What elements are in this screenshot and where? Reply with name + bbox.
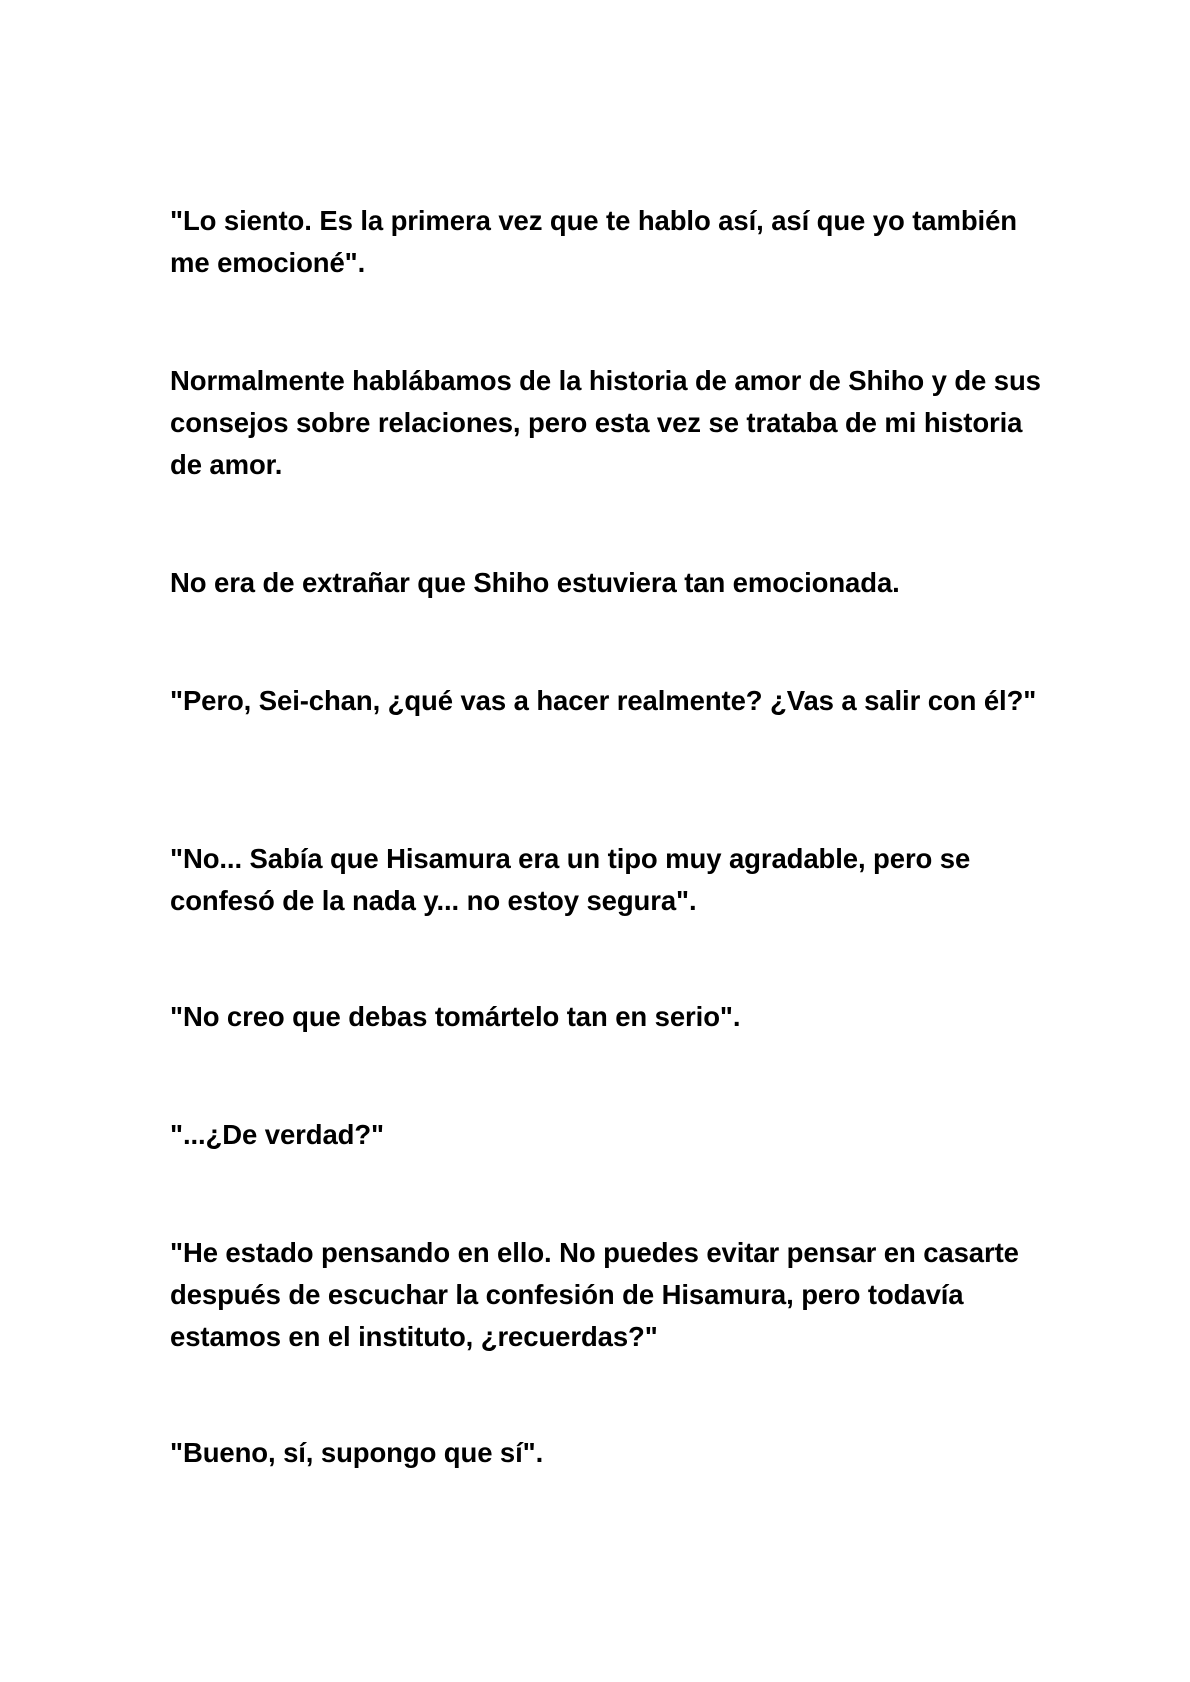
paragraph-6: "No creo que debas tomártelo tan en serio". (170, 1001, 741, 1032)
paragraph-5: "No... Sabía que Hisamura era un tipo muy agradable, pero se confesó de la nada y... no estoy segura". (170, 843, 971, 916)
paragraph-1: "Lo siento. Es la primera vez que te hablo así, así que yo también me emocioné". (170, 205, 1017, 278)
paragraph-7: "...¿De verdad?" (170, 1119, 384, 1150)
paragraph-8: "He estado pensando en ello. No puedes evitar pensar en casarte después de escuchar la confesión de Hisamura, pero todavía estamos en el instituto, ¿recuerdas?" (170, 1237, 1019, 1352)
paragraph-3: No era de extrañar que Shiho estuviera tan emocionada. (170, 567, 900, 598)
paragraph-2: Normalmente hablábamos de la historia de amor de Shiho y de sus consejos sobre relaciones, pero esta vez se trataba de mi historia de amor. (170, 365, 1041, 480)
paragraph-9: "Bueno, sí, supongo que sí". (170, 1437, 544, 1468)
paragraph-4: "Pero, Sei-chan, ¿qué vas a hacer realmente? ¿Vas a salir con él?" (170, 685, 1037, 716)
